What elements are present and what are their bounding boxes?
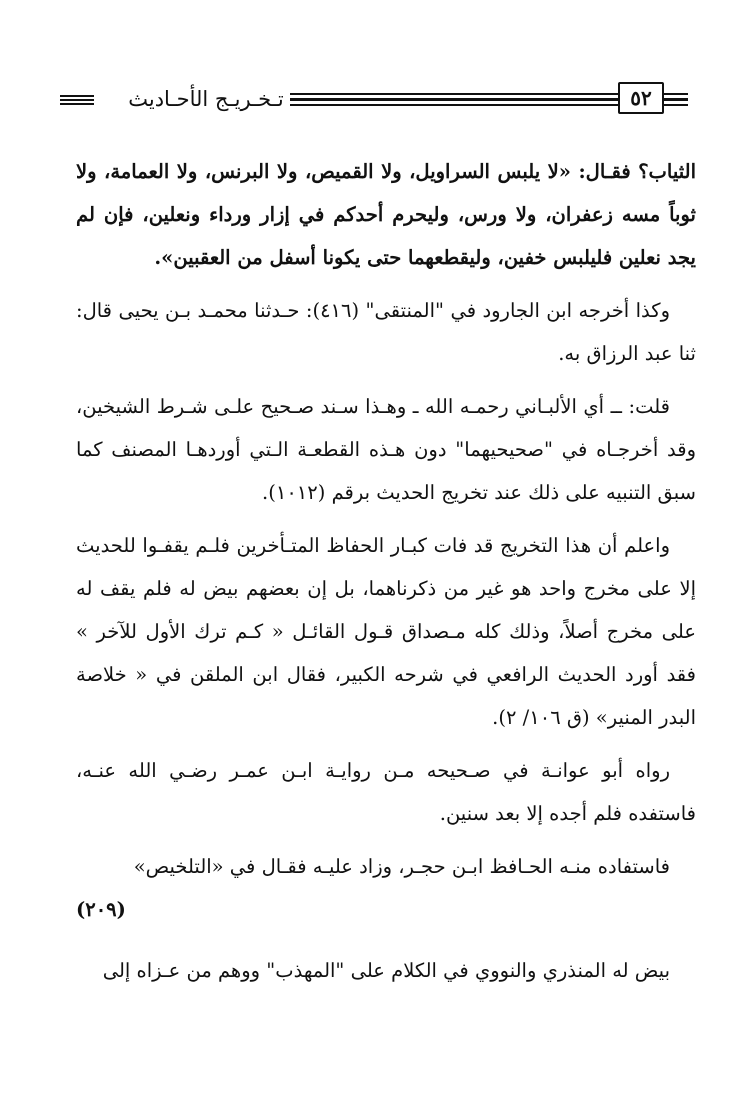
header-rule	[290, 90, 620, 110]
paragraph-ibn-jarud: وكذا أخرجه ابن الجارود في "المنتقى" (٤١٦): حـدثنا محمـد بـن يحيى قال: ثنا عبد الرزاق به.	[76, 299, 696, 365]
paragraph-albani-note: قلت: ــ أي الألبـاني رحمـه الله ـ وهـذا سـند صـحيح علـى شـرط الشيخين، وقد أخرجـاه في "صحيحيهما" دون هـذه القطعـة الـتي أوردهـا المصنف كما سبق التنبيه على ذلك عند تخريج الحديث برقم (١٠١٢).	[76, 395, 696, 504]
page-header	[58, 80, 690, 120]
reference-number: (٢٠٩)	[76, 898, 126, 921]
page-number: ٥٢	[618, 82, 664, 114]
paragraph-mundhiri: بيض له المنذري والنووي في الكلام على "المهذب" ووهم من عـزاه إلى	[102, 959, 670, 982]
paragraph-ibn-hajar: فاستفاده منـه الحـافظ ابـن حجـر، وزاد عليـه فقـال في «التلخيص»	[133, 855, 670, 878]
paragraph-abu-awana: رواه أبو عوانـة في صـحيحه مـن روايـة ابـن عمـر رضـي الله عنـه، فاستفده فلم أجده إلا بعد سنين.	[76, 759, 696, 825]
paragraph-takhrij-note: واعلم أن هذا التخريج قد فات كبـار الحفاظ المتـأخرين فلـم يقفـوا للحديث إلا على مخرج واحد هو غير من ذكرناهما، بل إن بعضهم بيض له فلم يقف له على مخرج أصلاً، وذلك كله مـصداق قـول القائـل « كـم ترك الأول للآخر » فقد أورد الحديث الرافعي في شرحه الكبير، فقال ابن الملقن في « خلاصة البدر المنير» (ق ١٠٦/ ٢).	[76, 534, 696, 729]
header-ornament-right	[662, 90, 688, 110]
page-body	[76, 150, 696, 1002]
paragraph-hadith-text: الثياب؟ فقـال: «لا يلبس السراويل، ولا القميص، ولا البرنس، ولا العمامة، ولا ثوباً مسه زعفران، ولا ورس، وليحرم أحدكم في إزار ورداء ونعلين، فإن لم يجد نعلين فليلبس خفين، وليقطعهما حتى يكونا أسفل من العقبين».	[76, 160, 696, 269]
header-ornament-left	[60, 95, 94, 105]
running-title: تـخـريـج الأحـاديث	[128, 87, 284, 111]
